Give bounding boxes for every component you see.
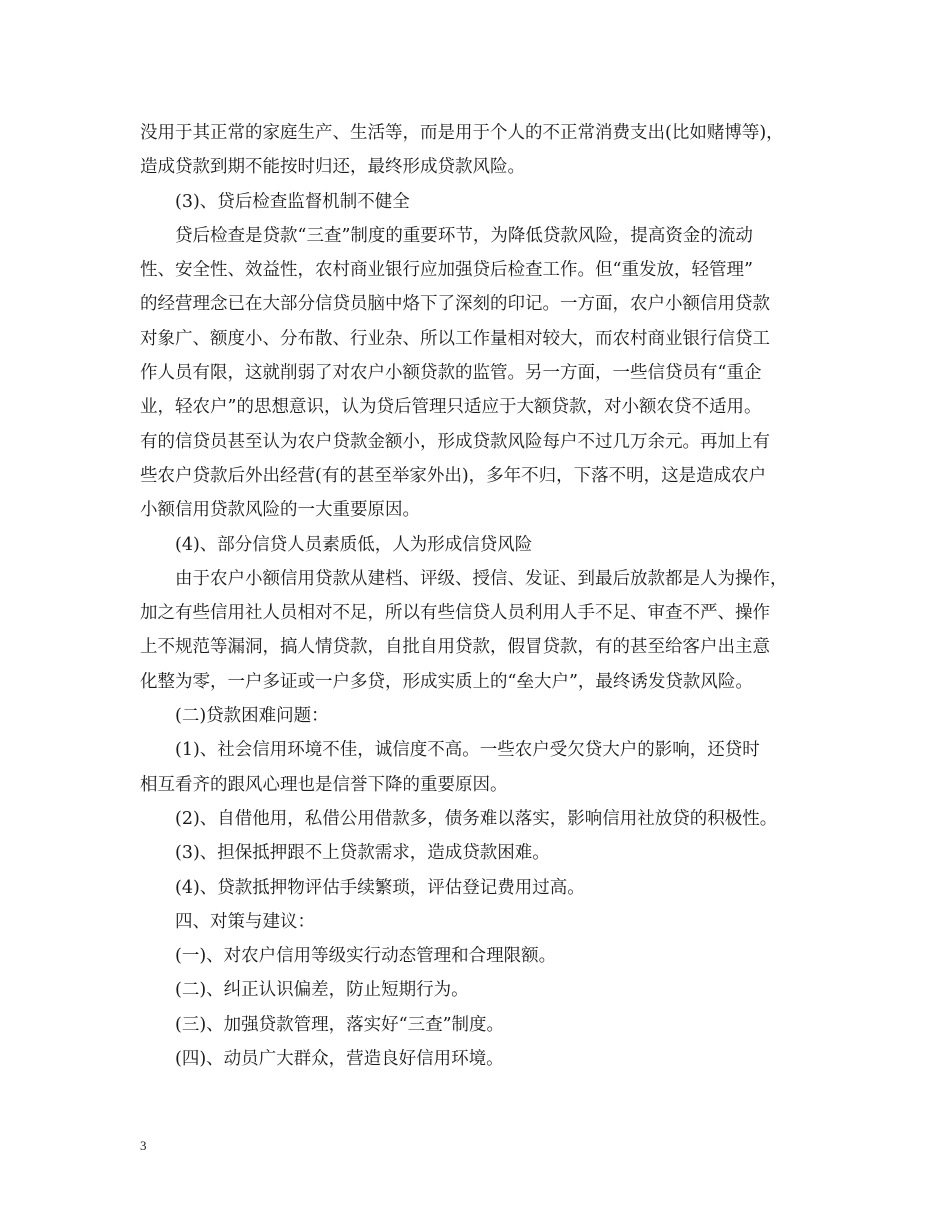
- text-line: 的经营理念已在大部分信贷员脑中烙下了深刻的印记。一方面，农户小额信用贷款: [140, 294, 770, 315]
- text-line: (2)、自借他用，私借公用借款多，债务难以落实，影响信用社放贷的积极性。: [175, 808, 778, 829]
- text-line: 些农户贷款后外出经营(有的甚至举家外出)，多年不归，下落不明，这是造成农户: [140, 465, 767, 486]
- text-line: (4)、贷款抵押物评估手续繁琐，评估登记费用过高。: [175, 877, 585, 898]
- text-line: (二)、纠正认识偏差，防止短期行为。: [175, 980, 469, 1001]
- text-line: 上不规范等漏洞，搞人情贷款，自批自用贷款，假冒贷款，有的甚至给客户出主意: [140, 637, 770, 658]
- text-line: 化整为零，一户多证或一户多贷，形成实质上的“垒大户”，最终诱发贷款风险。: [140, 671, 753, 692]
- text-line: 有的信贷员甚至认为农户贷款金额小，形成贷款风险每户不过几万余元。再加上有: [140, 431, 770, 452]
- text-line: 对象广、额度小、分布散、行业杂、所以工作量相对较大，而农村商业银行信贷工: [140, 328, 770, 349]
- text-line: 四、对策与建议：: [175, 911, 315, 932]
- document-body: [140, 116, 840, 1076]
- text-line: (1)、社会信用环境不佳，诚信度不高。一些农户受欠贷大户的影响，还贷时: [175, 740, 760, 761]
- text-line: 性、安全性、效益性，农村商业银行应加强贷后检查工作。但“重发放，轻管理”: [140, 260, 753, 281]
- text-line: 作人员有限，这就削弱了对农户小额贷款的监管。另一方面，一些信贷员有“重企: [140, 363, 762, 384]
- text-line: (三)、加强贷款管理，落实好“三查”制度。: [175, 1014, 505, 1035]
- text-line: 相互看齐的跟风心理也是信誉下降的重要原因。: [140, 774, 508, 795]
- text-line: (3)、担保抵押跟不上贷款需求，造成贷款困难。: [175, 843, 550, 864]
- text-line: 小额信用贷款风险的一大重要原因。: [140, 500, 420, 521]
- text-line: 加之有些信用社人员相对不足，所以有些信贷人员利用人手不足、审查不严、操作: [140, 603, 770, 624]
- text-line: 贷后检查是贷款“三查”制度的重要环节，为降低贷款风险，提高资金的流动: [175, 225, 753, 246]
- text-line: (3)、贷后检查监督机制不健全: [175, 191, 410, 212]
- text-line: (四)、动员广大群众，营造良好信用环境。: [175, 1049, 504, 1070]
- text-line: (4)、部分信贷人员素质低，人为形成信贷风险: [175, 534, 533, 555]
- text-line: 没用于其正常的家庭生产、生活等，而是用于个人的不正常消费支出(比如赌博等)，: [140, 123, 784, 143]
- page-number: 3: [140, 1138, 147, 1153]
- text-line: 业，轻农户”的思想意识，认为贷后管理只适应于大额贷款，对小额农贷不适用。: [140, 397, 762, 418]
- text-line: 由于农户小额信用贷款从建档、评级、授信、发证、到最后放款都是人为操作，: [175, 568, 788, 589]
- text-line: (二)贷款困难问题：: [175, 706, 329, 727]
- text-line: 造成贷款到期不能按时归还，最终形成贷款风险。: [140, 157, 525, 178]
- text-line: (一)、对农户信用等级实行动态管理和合理限额。: [175, 946, 557, 967]
